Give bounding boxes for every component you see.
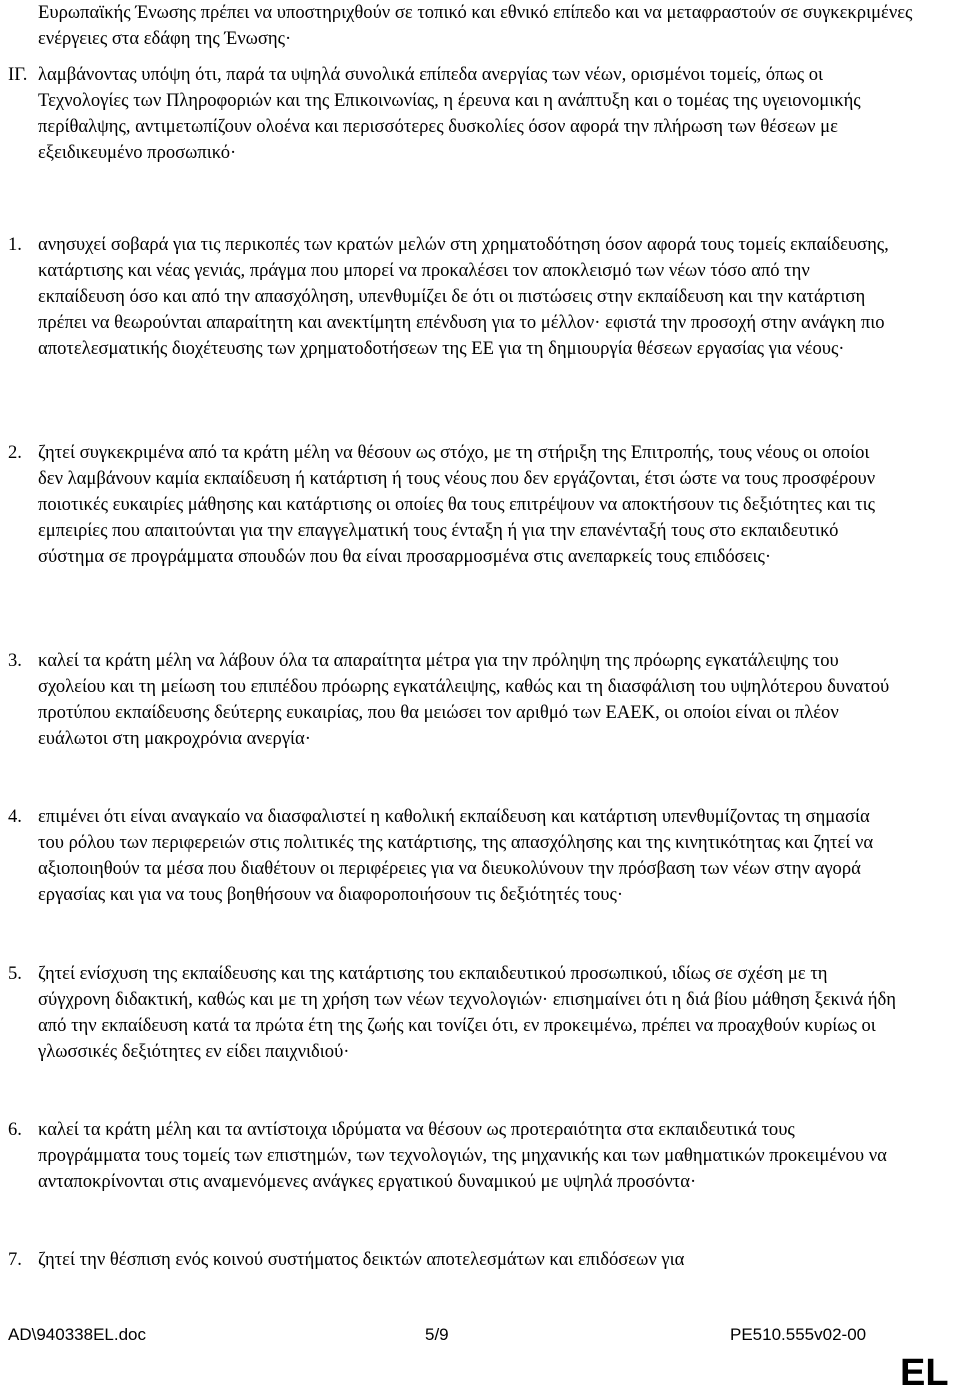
paragraph-text: ανησυχεί σοβαρά για τις περικοπές των κρατών μελών στη χρηματοδότηση όσον αφορά τους τομείς εκπαίδευσης, κατάρτισης και νέας γενιάς, πράγμα που μπορεί να προκαλέσει τον αποκλεισμό των νέων τόσο από την εκπαίδευση όσο και από την απασχόληση, υπενθυμίζει δε ότι οι πιστώσεις στην εκπαίδευση και την κατάρτιση πρέπει να θεωρούνται απαραίτητη και ανεκτίμητη επένδυση για το μέλλον· εφιστά την προσοχή στην ανάγκη πιο αποτελεσματικής διοχέτευσης των χρηματοδοτήσεων της ΕΕ για τη δημιουργία θέσεων εργασίας για νέους·: [38, 234, 889, 359]
paragraph-number: 3.: [8, 650, 22, 671]
paragraph-text: ζητεί ενίσχυση της εκπαίδευσης και της κατάρτισης του εκπαιδευτικού προσωπικού, ιδίως σε σχέση με τη σύγχρονη διδακτική, καθώς και με τη χρήση των νέων τεχνολογιών· επισημαίνει ότι η διά βίου μάθηση ξεκινά ήδη από την εκπαίδευση κατά τα πρώτα έτη της ζωής και τονίζει ότι, εν προκειμένω, πρέπει να προαχθούν κυρίως οι γλωσσικές δεξιότητες εν είδει παιχνιδιού·: [38, 963, 896, 1062]
paragraph-text: ζητεί συγκεκριμένα από τα κράτη μέλη να θέσουν ως στόχο, με τη στήριξη της Επιτροπής, τους νέους οι οποίοι δεν λαμβάνουν καμία εκπαίδευση ή κατάρτιση ή τους νέους που δεν εργάζονται, έτσι ώστε να τους προσφέρουν ποιοτικές ευκαιρίες μάθησης και κατάρτισης οι οποίες θα τους επιτρέψουν να αποκτήσουν τις δεξιότητες και τις εμπειρίες που απαιτούνται για την επαγγελματική τους ένταξη ή για την επανένταξή τους στο εκπαιδευτικό σύστημα σε προγράμματα σπουδών που θα είναι προσαρμοσμένα στις ανεπαρκείς τους επιδόσεις·: [38, 442, 876, 567]
paragraph-text: ζητεί την θέσπιση ενός κοινού συστήματος δεικτών αποτελεσμάτων και επιδόσεων για: [38, 1249, 685, 1270]
paragraph-number: 5.: [8, 963, 22, 984]
paragraph-number: 1.: [8, 234, 22, 255]
paragraph-text: καλεί τα κράτη μέλη και τα αντίστοιχα ιδρύματα να θέσουν ως προτεραιότητα στα εκπαιδευτικά τους προγράμματα τους τομείς των επιστημών, των τεχνολογιών, της μηχανικής και των μαθηματικών προκειμένου να ανταποκρίνονται στις αναμενόμενες ανάγκες εργατικού δυναμικού με υψηλά προσόντα·: [38, 1119, 887, 1192]
paragraph-text: επιμένει ότι είναι αναγκαίο να διασφαλιστεί η καθολική εκπαίδευση και κατάρτιση υπενθυμίζοντας τη σημασία του ρόλου των περιφερειών στις πολιτικές της κατάρτισης, της απασχόλησης και της κινητικότητας και ζητεί να αξιοποιηθούν τα μέσα που διαθέτουν οι περιφέρειες για να διευκολύνουν την πρόσβαση των νέων στην αγορά εργασίας και για να τους βοηθήσουν να διαφοροποιήσουν τις δεξιότητές τους·: [38, 806, 874, 905]
paragraph-text: λαμβάνοντας υπόψη ότι, παρά τα υψηλά συνολικά επίπεδα ανεργίας των νέων, ορισμένοι τομείς, όπως οι Τεχνολογίες των Πληροφοριών και της Επικοινωνίας, η έρευνα και η ανάπτυξη και ο τομέας της υγειονομικής περίθαλψης, αντιμετωπίζουν ολοένα και περισσότερες δυσκολίες όσον αφορά την πλήρωση των θέσεων με εξειδικευμένο προσωπικό·: [38, 64, 861, 163]
footer-pe-reference: PE510.555v02-00: [730, 1325, 867, 1344]
paragraph-number: 6.: [8, 1119, 22, 1140]
language-badge: EL: [900, 1352, 949, 1394]
footer-document-reference: AD\940338EL.doc: [8, 1325, 146, 1344]
paragraph-number: 7.: [8, 1249, 22, 1270]
paragraph-text: καλεί τα κράτη μέλη να λάβουν όλα τα απαραίτητα μέτρα για την πρόληψη της πρόωρης εγκατάλειψης του σχολείου και τη μείωση του επιπέδου πρόωρης εγκατάλειψης, καθώς και τη διασφάλιση του υψηλότερου δυνατού προτύπου εκπαίδευσης δεύτερης ευκαιρίας, που θα μειώσει τον αριθμό των ΕΑΕΚ, οι οποίοι είναι οι πλέον ευάλωτοι στη μακροχρόνια ανεργία·: [38, 650, 890, 749]
paragraph-number: 4.: [8, 806, 22, 827]
paragraph-number: ΙΓ.: [8, 64, 28, 85]
intro-paragraph: Ευρωπαϊκής Ένωσης πρέπει να υποστηριχθούν σε τοπικό και εθνικό επίπεδο και να μεταφραστούν σε συγκεκριμένες ενέργειες στα εδάφη της Ένωσης·: [38, 2, 913, 49]
paragraph-number: 2.: [8, 442, 22, 463]
footer-page-number: 5/9: [425, 1325, 449, 1344]
